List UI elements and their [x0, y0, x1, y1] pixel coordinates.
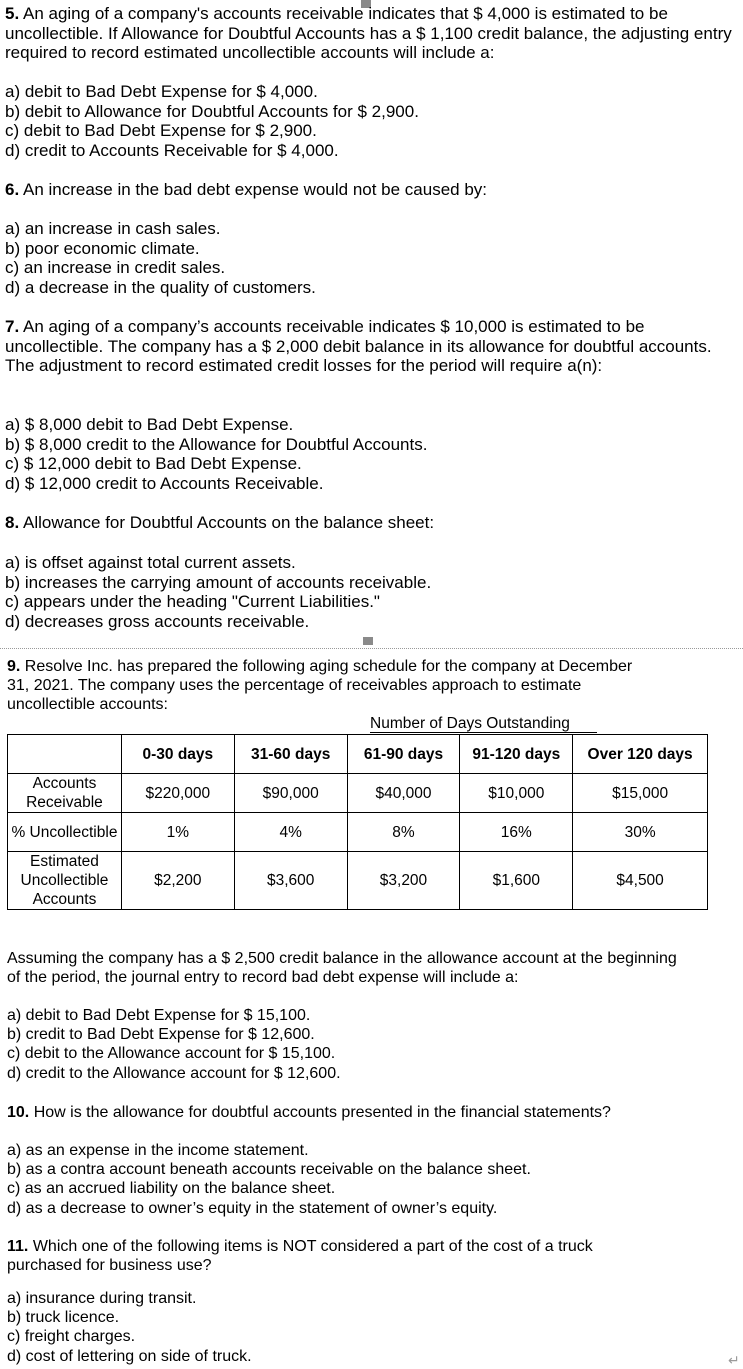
question-stem: An increase in the bad debt expense would not be caused by: [22, 180, 488, 199]
table-cell: 16% [460, 813, 573, 852]
question-number: 7. [5, 317, 20, 336]
question-10-options [7, 1141, 735, 1218]
aging-schedule-table [7, 734, 708, 910]
question-5 [5, 4, 735, 63]
question-number: 8. [5, 513, 20, 532]
question-7-options [5, 415, 735, 493]
option-c: c) appears under the heading "Current Liabilities." [5, 592, 380, 612]
column-header: 91-120 days [460, 735, 573, 774]
question-6 [5, 180, 735, 200]
question-stem: How is the allowance for doubtful accounts presented in the financial statements? [33, 1104, 611, 1121]
option-d: d) a decrease in the quality of customers. [5, 277, 316, 297]
question-stem: Allowance for Doubtful Accounts on the balance sheet: [22, 513, 435, 532]
option-d: d) credit to the Allowance account for $ 12,600. [7, 1064, 341, 1082]
table-cell: $3,200 [347, 852, 460, 910]
table-caption: Number of Days Outstanding [370, 715, 570, 732]
question-7 [5, 317, 735, 376]
row-label: % Uncollectible [8, 813, 122, 852]
option-b: b) debit to Allowance for Doubtful Accounts for $ 2,900. [5, 101, 419, 121]
question-number: 5. [5, 4, 20, 23]
question-stem: Resolve Inc. has prepared the following aging schedule for the company at December 31, 2021. The company uses the percentage of receivables approach to estimate uncollectible accounts: [7, 658, 633, 714]
row-label: Accounts Receivable [8, 774, 122, 813]
question-11 [7, 1237, 663, 1275]
option-d: d) decreases gross accounts receivable. [5, 611, 310, 631]
table-cell: 30% [573, 813, 708, 852]
question-10 [7, 1103, 735, 1122]
table-cell: $40,000 [347, 774, 460, 813]
option-a: a) is offset against total current assets. [5, 553, 296, 572]
option-d: d) cost of lettering on side of truck. [7, 1347, 252, 1365]
table-cell: $220,000 [121, 774, 234, 813]
question-8 [5, 513, 735, 533]
row-label: Estimated Uncollectible Accounts [8, 852, 122, 910]
table-cell: 4% [234, 813, 347, 852]
column-header: Over 120 days [573, 735, 708, 774]
option-c: c) $ 12,000 debit to Bad Debt Expense. [5, 454, 302, 474]
caption-underline [370, 732, 597, 733]
table-cell: 8% [347, 813, 460, 852]
table-row [8, 813, 708, 852]
table-cell: $15,000 [573, 774, 708, 813]
option-d: d) $ 12,000 credit to Accounts Receivable. [5, 473, 324, 493]
table-cell: $3,600 [234, 852, 347, 910]
column-header: 0-30 days [121, 735, 234, 774]
table-cell: $10,000 [460, 774, 573, 813]
option-b: b) credit to Bad Debt Expense for $ 12,600. [7, 1026, 315, 1044]
option-c: c) debit to Bad Debt Expense for $ 2,900. [5, 121, 317, 141]
option-a: a) an increase in cash sales. [5, 219, 221, 238]
option-b: b) truck licence. [7, 1309, 120, 1327]
question-number: 10. [7, 1104, 30, 1121]
option-b: b) $ 8,000 credit to the Allowance for Doubtful Accounts. [5, 434, 428, 454]
column-header: 61-90 days [347, 735, 460, 774]
table-cell: $1,600 [460, 852, 573, 910]
question-9 [7, 657, 648, 715]
question-stem: An aging of a company's accounts receivable indicates that $ 4,000 is estimated to be uncollectible. If Allowance for Doubtful Accounts has a $ 1,100 credit balance, the adjusting entry required to record estimated uncollectible accounts will include a: [5, 4, 732, 63]
table-header-row [8, 735, 708, 774]
option-a: a) debit to Bad Debt Expense for $ 4,000. [5, 82, 318, 101]
option-b: b) increases the carrying amount of accounts receivable. [5, 572, 432, 592]
table-cell: $4,500 [573, 852, 708, 910]
option-a: a) debit to Bad Debt Expense for $ 15,100. [7, 1007, 311, 1024]
column-header: 31-60 days [234, 735, 347, 774]
page-separator [0, 648, 743, 649]
question-11-options [7, 1289, 735, 1366]
question-number: 9. [7, 658, 21, 675]
page-break-marker-mid [363, 637, 373, 645]
header-blank [8, 735, 122, 774]
return-icon: ↵ [728, 1352, 740, 1368]
option-b: b) as a contra account beneath accounts receivable on the balance sheet. [7, 1161, 531, 1179]
table-row [8, 774, 708, 813]
question-5-options [5, 82, 735, 160]
option-a: a) insurance during transit. [7, 1290, 197, 1307]
question-6-options [5, 219, 735, 297]
table-cell: $90,000 [234, 774, 347, 813]
option-a: a) as an expense in the income statement. [7, 1142, 309, 1159]
question-number: 6. [5, 180, 20, 199]
option-c: c) as an accrued liability on the balance sheet. [7, 1180, 336, 1198]
option-c: c) an increase in credit sales. [5, 258, 226, 278]
option-d: d) as a decrease to owner’s equity in the statement of owner’s equity. [7, 1199, 498, 1217]
question-number: 11. [7, 1238, 29, 1255]
option-b: b) poor economic climate. [5, 238, 200, 258]
question-stem: An aging of a company’s accounts receivable indicates $ 10,000 is estimated to be uncollectible. The company has a $ 2,000 debit balance in its allowance for doubtful accounts. The adjustment to record estimated credit losses for the period will require a(n): [5, 317, 712, 376]
table-cell: $2,200 [121, 852, 234, 910]
option-c: c) debit to the Allowance account for $ 15,100. [7, 1045, 336, 1063]
option-c: c) freight charges. [7, 1328, 136, 1346]
option-d: d) credit to Accounts Receivable for $ 4,000. [5, 140, 339, 160]
question-9-options [7, 1006, 735, 1083]
question-9-followup: Assuming the company has a $ 2,500 credit balance in the allowance account at the beginning of the period, the journal entry to record bad debt expense will include a: [7, 950, 677, 987]
table-row [8, 852, 708, 910]
option-a: a) $ 8,000 debit to Bad Debt Expense. [5, 415, 294, 434]
table-cell: 1% [121, 813, 234, 852]
question-8-options [5, 553, 735, 631]
question-stem: Which one of the following items is NOT considered a part of the cost of a truck purchased for business use? [7, 1238, 593, 1275]
